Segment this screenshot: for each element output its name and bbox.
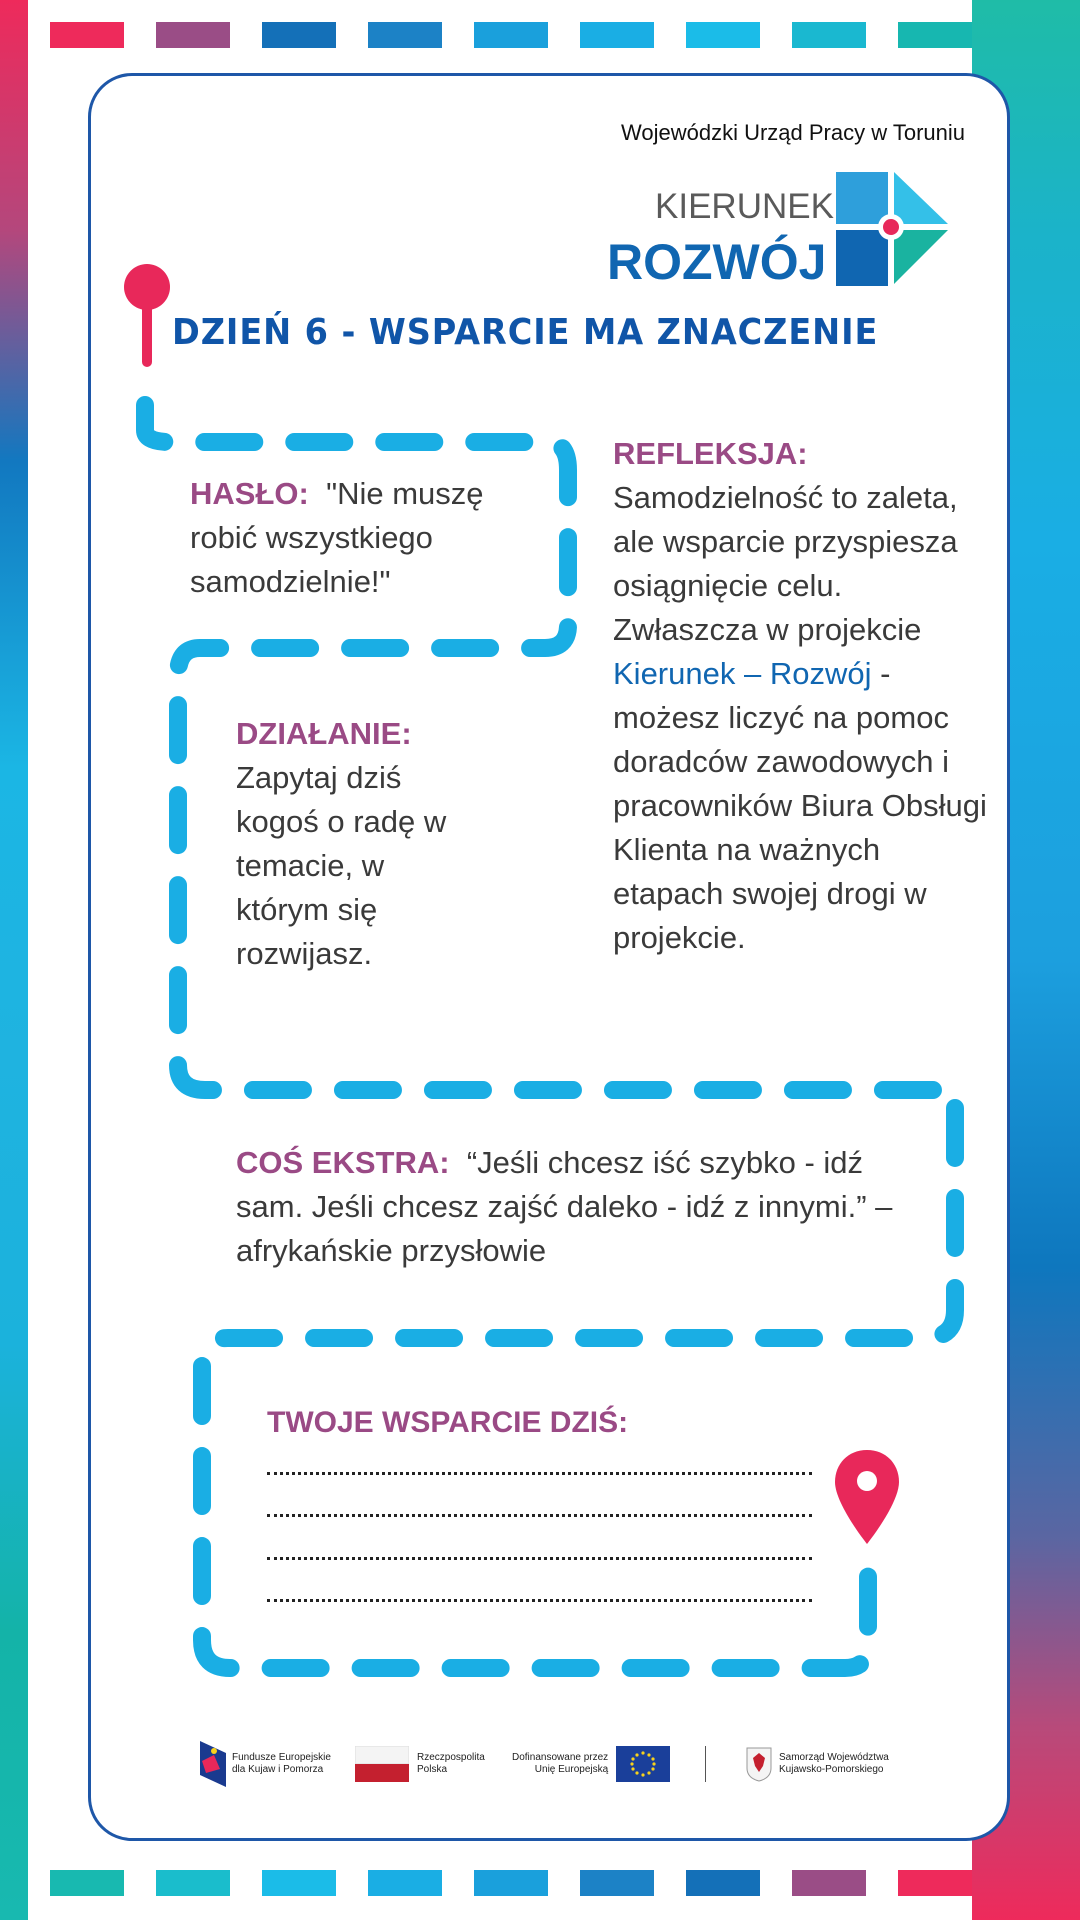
end-location-pin-icon [832,1448,902,1548]
eu-line2: Unię Europejską [534,1764,609,1775]
refleksja-label: REFLEKSJA: [613,436,808,471]
fe-line1: Fundusze Europejskie [232,1752,331,1763]
eu-line1: Dofinansowane przez [512,1752,609,1763]
twoje-wsparcie-label: TWOJE WSPARCIE DZIŚ: [267,1406,629,1439]
eu-flag-icon [616,1746,670,1782]
refleksja-text-after: - możesz liczyć na pomoc doradców zawodowych i pracowników Biura Obsługi Klienta na ważnych etapach swojej drogi w projekcie. [613,656,987,955]
writing-line-4[interactable] [267,1599,812,1602]
day-title: DZIEŃ 6 - WSPARCIE MA ZNACZENIE [172,312,879,353]
refleksja-text [613,476,993,960]
cos-ekstra-text: “Jeśli chcesz iść szybko - idź sam. Jeśli chcesz zajść daleko - idź z innymi.” – afrykańskie przysłowie [236,1145,893,1268]
refleksja-text-before: Samodzielność to zaleta, ale wsparcie przyspiesza osiągnięcie celu. Zwłaszcza w projekcie [613,480,958,647]
office-name: Wojewódzki Urząd Pracy w Toruniu [621,120,965,145]
eu-logo [512,1740,670,1788]
polish-flag-icon [355,1746,409,1782]
logo-text-rozwoj: ROZWÓJ [607,234,827,290]
region-coat-of-arms-icon [745,1746,773,1782]
fundusze-europejskie-icon [200,1741,226,1787]
haslo-section [190,472,530,604]
writing-line-2[interactable] [267,1514,812,1517]
logo-text-kierunek: KIERUNEK [655,187,834,226]
haslo-label: HASŁO: [190,476,309,511]
dzialanie-text: Zapytaj dziś kogoś o radę w temacie, w którym się rozwijasz. [236,760,447,971]
dzialanie-label: DZIAŁANIE: [236,716,412,751]
dzialanie-section [236,712,476,976]
sw-logo [745,1740,889,1788]
sw-line2: Kujawsko-Pomorskiego [779,1764,884,1775]
rp-line2: Polska [417,1764,448,1775]
sw-line1: Samorząd Województwa [779,1752,889,1763]
footer-logos [200,1740,920,1790]
haslo-text: "Nie muszę robić wszystkiego samodzielnie!" [190,476,484,599]
fe-line2: dla Kujaw i Pomorza [232,1764,324,1775]
kierunek-rozwoj-link[interactable]: Kierunek – Rozwój [613,656,872,691]
logo-cross-icon [836,172,952,288]
fe-logo [200,1740,331,1788]
rp-line1: Rzeczpospolita [417,1752,485,1763]
writing-line-1[interactable] [267,1472,812,1475]
cos-ekstra-section [236,1141,926,1273]
cos-ekstra-label: COŚ EKSTRA: [236,1145,450,1180]
rp-logo [355,1740,485,1788]
refleksja-section [613,432,993,960]
writing-line-3[interactable] [267,1557,812,1560]
footer-divider [705,1746,706,1782]
start-pin-icon [122,262,172,372]
